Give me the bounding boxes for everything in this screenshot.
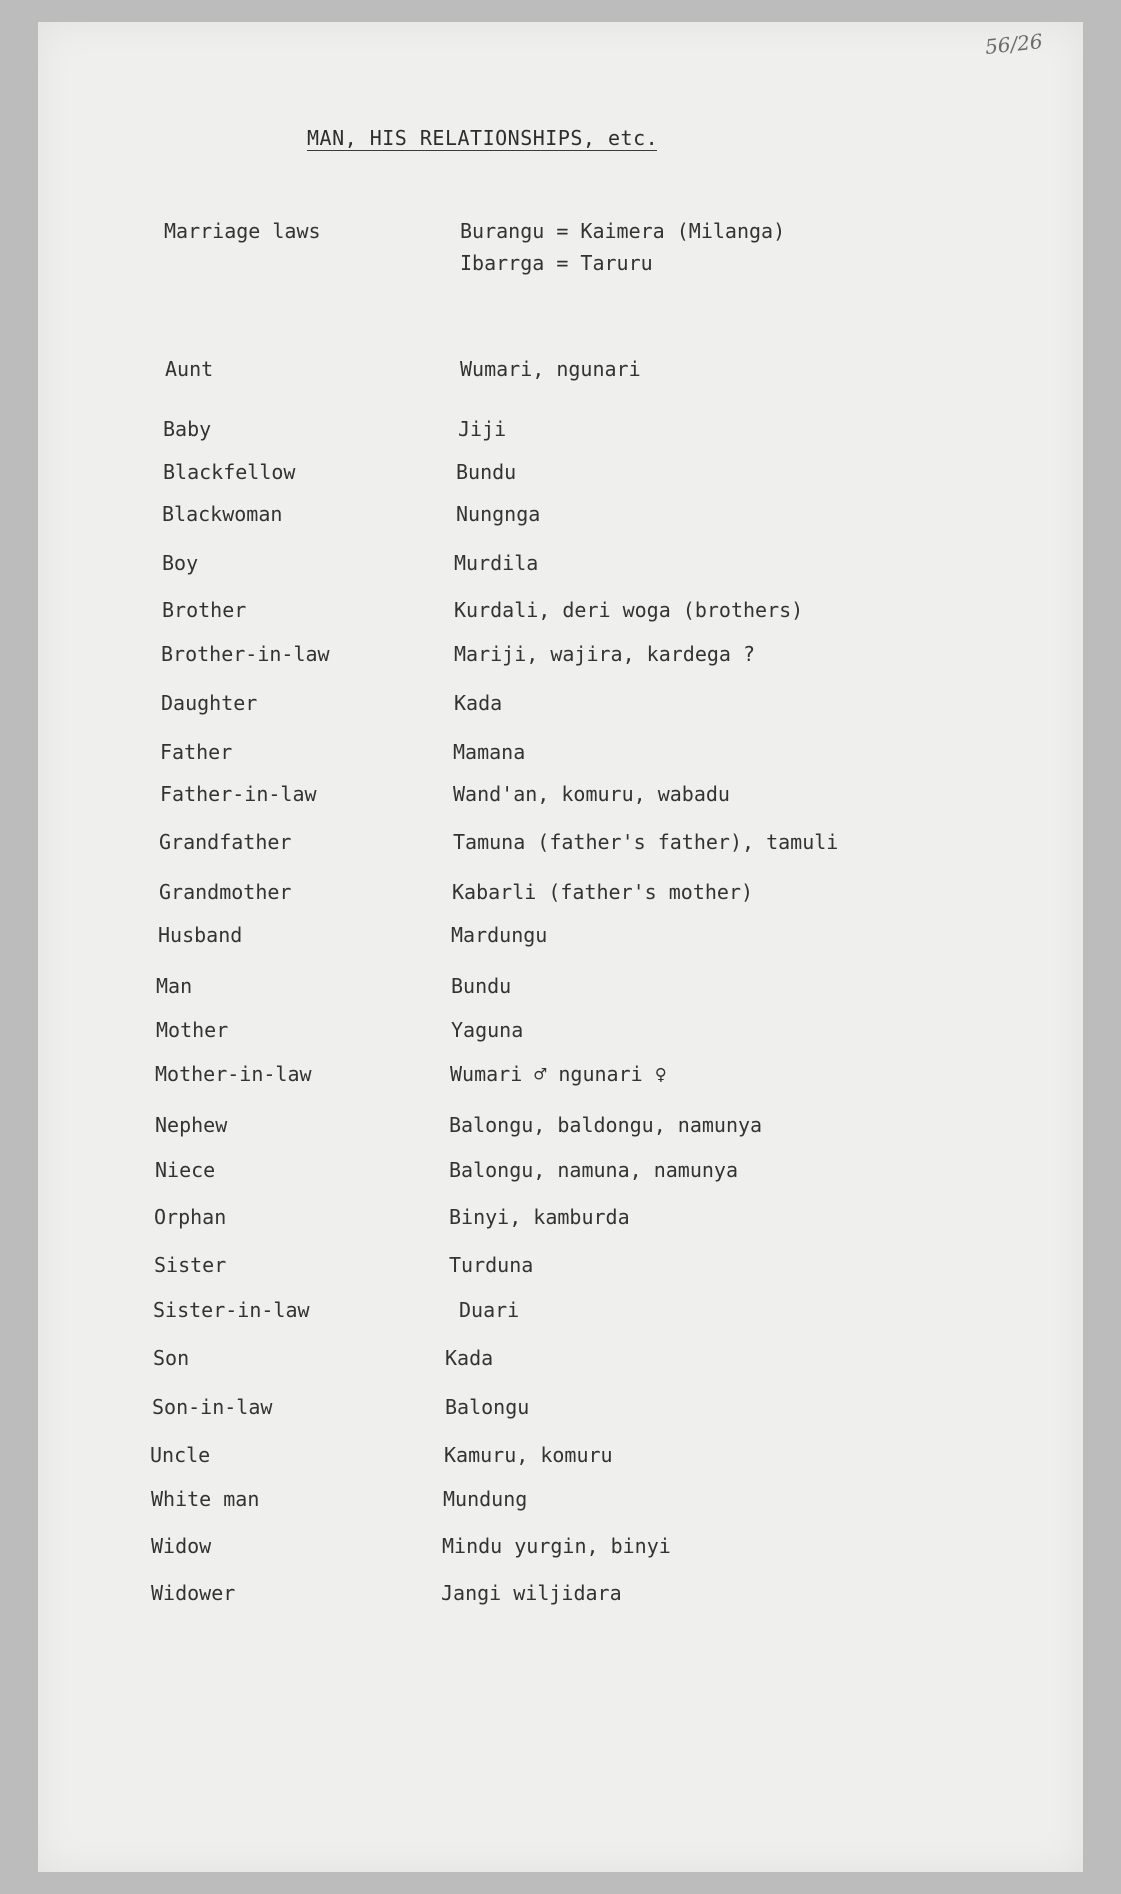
aboriginal-term: Mundung	[443, 1487, 528, 1511]
marriage-laws-label: Marriage laws	[164, 219, 321, 243]
aboriginal-term: Jiji	[458, 417, 507, 441]
aboriginal-term: Mamana	[453, 740, 526, 764]
english-term: Husband	[158, 923, 243, 947]
page-title: MAN, HIS RELATIONSHIPS, etc.	[307, 126, 659, 150]
aboriginal-term: Wumari ♂ ngunari ♀	[450, 1062, 667, 1086]
english-term: Aunt	[165, 357, 214, 381]
english-term: Orphan	[154, 1205, 227, 1229]
aboriginal-term: Murdila	[454, 551, 539, 575]
aboriginal-term: Mindu yurgin, binyi	[442, 1534, 671, 1558]
aboriginal-term: Balongu, baldongu, namunya	[449, 1113, 763, 1137]
aboriginal-term: Duari	[459, 1298, 520, 1322]
marriage-rules	[460, 219, 785, 283]
english-term: Blackfellow	[163, 460, 296, 484]
english-term: Son-in-law	[152, 1395, 273, 1419]
english-term: Widow	[151, 1534, 212, 1558]
aboriginal-term: Kada	[454, 691, 503, 715]
aboriginal-term: Tamuna (father's father), tamuli	[453, 830, 839, 854]
aboriginal-term: Bundu	[451, 974, 512, 998]
english-term: Boy	[162, 551, 199, 575]
folio-number: 56/26	[983, 29, 1044, 59]
aboriginal-term: Kurdali, deri woga (brothers)	[454, 598, 804, 622]
aboriginal-term: Yaguna	[451, 1018, 524, 1042]
english-term: Brother	[162, 598, 247, 622]
marriage-rule: Ibarrga = Taruru	[460, 251, 653, 275]
aboriginal-term: Bundu	[456, 460, 517, 484]
english-term: Niece	[155, 1158, 216, 1182]
aboriginal-term: Binyi, kamburda	[449, 1205, 630, 1229]
english-term: Nephew	[155, 1113, 228, 1137]
english-term: Father	[160, 740, 233, 764]
english-term: Son	[153, 1346, 190, 1370]
english-term: White man	[151, 1487, 260, 1511]
aboriginal-term: Mardungu	[451, 923, 548, 947]
title-underline	[307, 150, 657, 151]
english-term: Grandfather	[159, 830, 292, 854]
english-term: Widower	[151, 1581, 236, 1605]
marriage-rule: Burangu = Kaimera (Milanga)	[460, 219, 786, 243]
aboriginal-term: Wumari, ngunari	[460, 357, 641, 381]
english-term: Man	[156, 974, 193, 998]
english-term: Grandmother	[159, 880, 292, 904]
aboriginal-term: Nungnga	[456, 502, 541, 526]
aboriginal-term: Jangi wiljidara	[441, 1581, 622, 1605]
aboriginal-term: Wand'an, komuru, wabadu	[453, 782, 730, 806]
english-term: Blackwoman	[162, 502, 283, 526]
english-term: Uncle	[150, 1443, 211, 1467]
aboriginal-term: Turduna	[449, 1253, 534, 1277]
english-term: Mother-in-law	[155, 1062, 312, 1086]
english-term: Sister	[154, 1253, 227, 1277]
aboriginal-term: Balongu	[445, 1395, 530, 1419]
english-term: Mother	[156, 1018, 229, 1042]
english-term: Daughter	[161, 691, 258, 715]
aboriginal-term: Kabarli (father's mother)	[452, 880, 754, 904]
aboriginal-term: Kada	[445, 1346, 494, 1370]
aboriginal-term: Balongu, namuna, namunya	[449, 1158, 738, 1182]
english-term: Sister-in-law	[153, 1298, 310, 1322]
aboriginal-term: Kamuru, komuru	[444, 1443, 613, 1467]
aboriginal-term: Mariji, wajira, kardega ?	[454, 642, 756, 666]
english-term: Father-in-law	[160, 782, 317, 806]
english-term: Brother-in-law	[161, 642, 330, 666]
english-term: Baby	[163, 417, 212, 441]
